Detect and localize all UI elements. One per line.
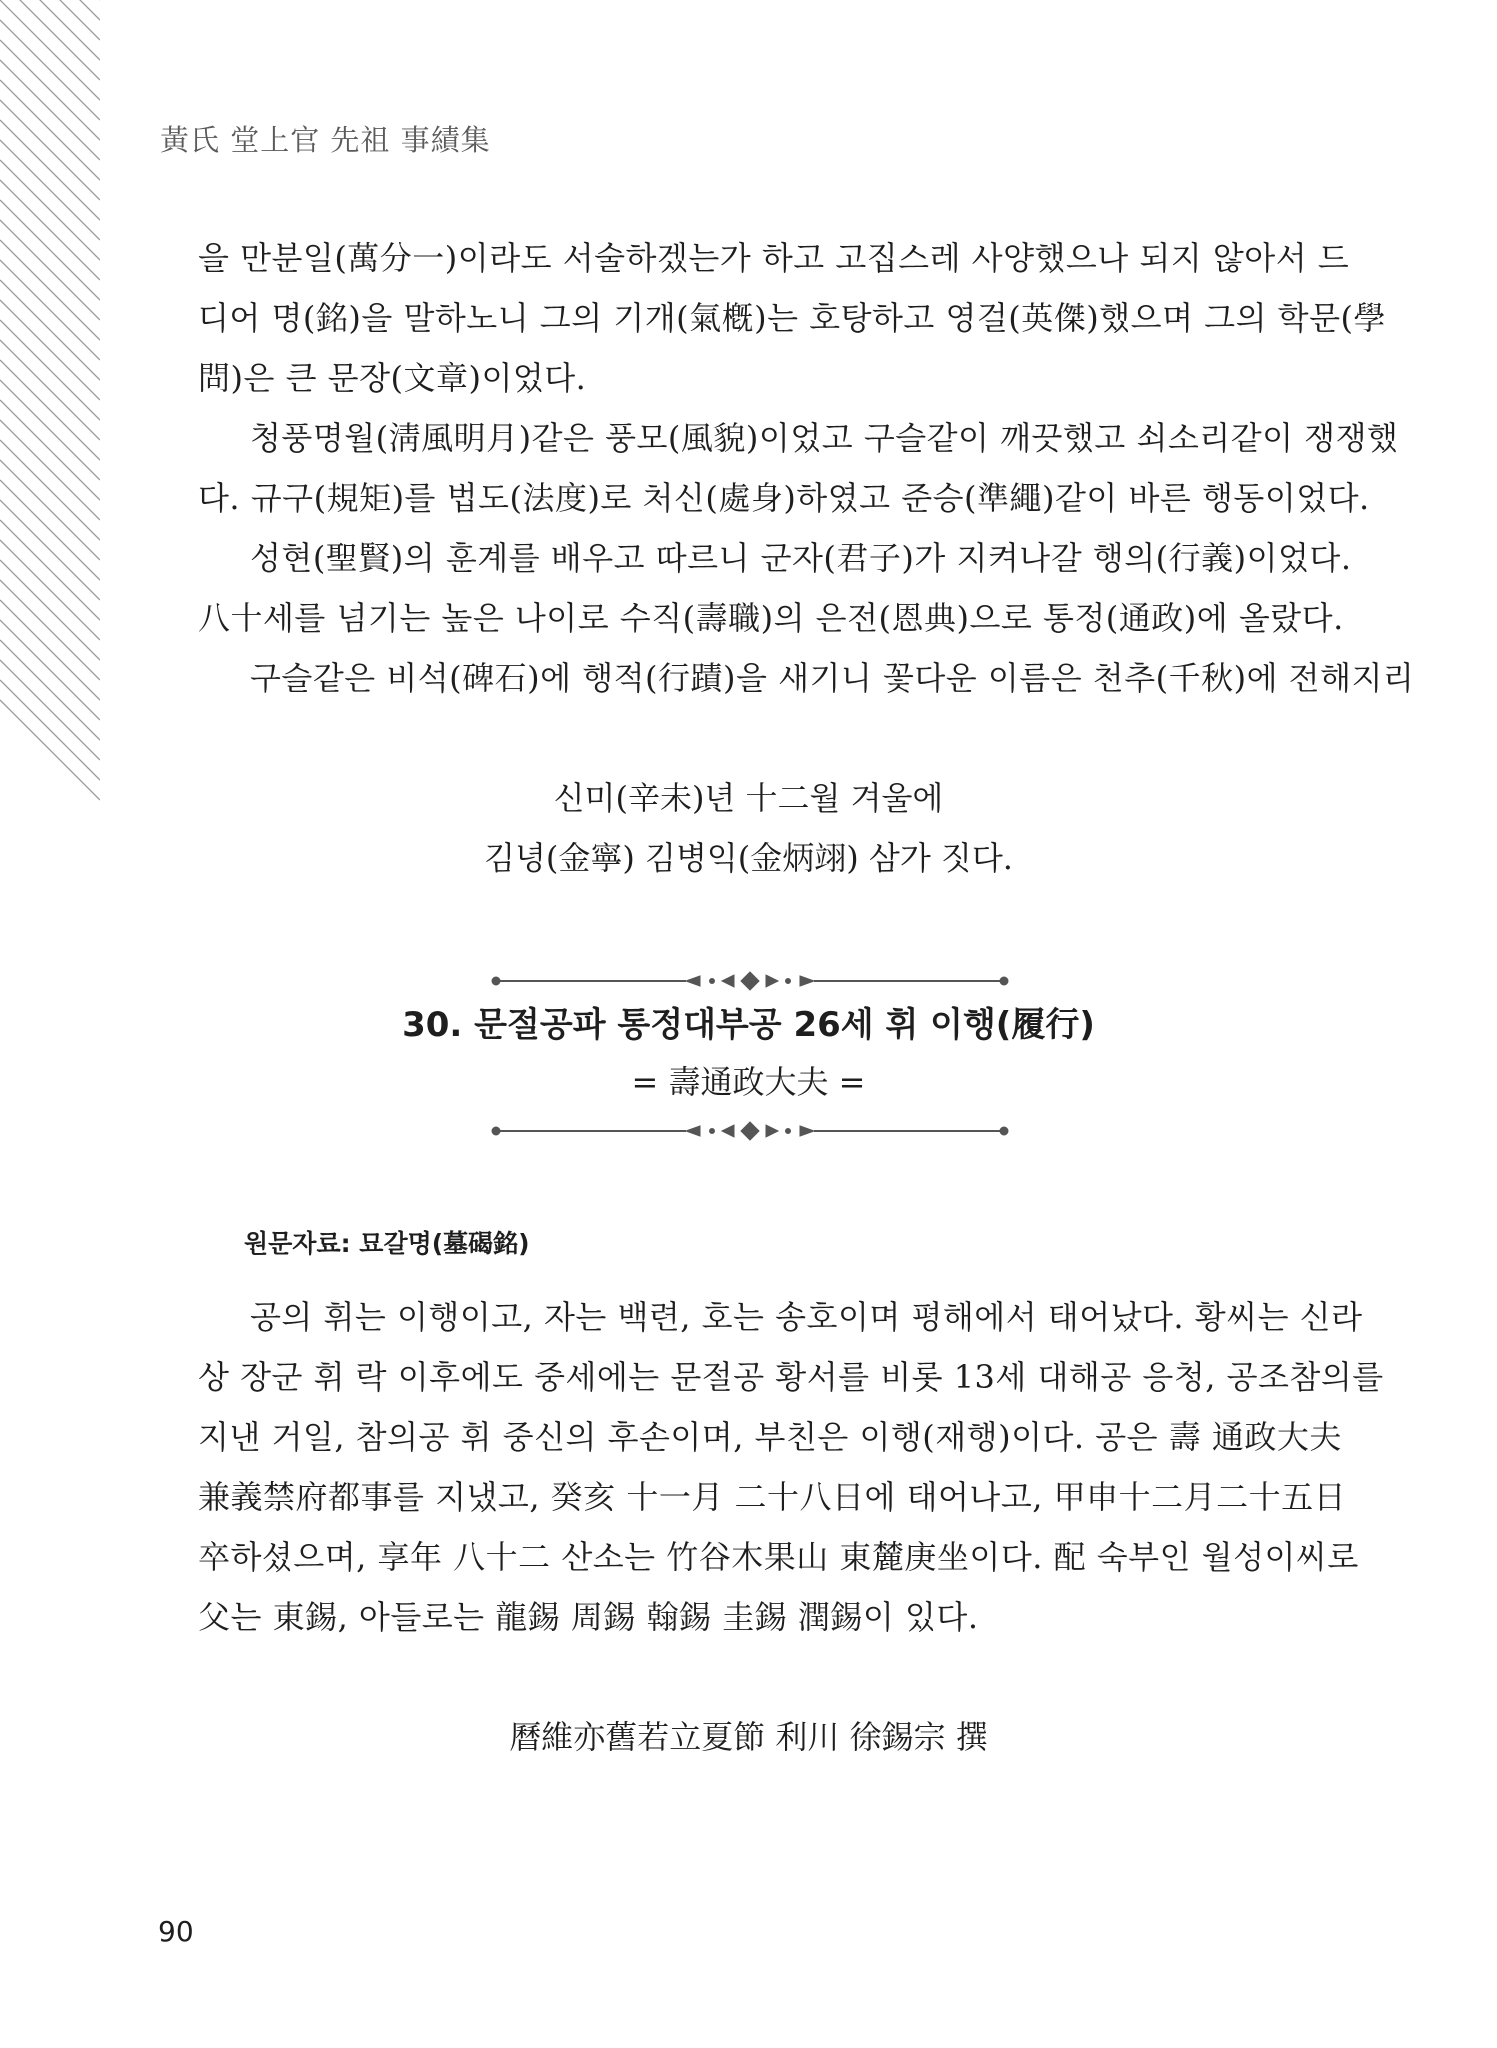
- ornamental-divider-top: [490, 969, 1010, 993]
- text-line: 다. 규구(規矩)를 법도(法度)로 처신(處身)하였고 준승(準繩)같이 바른 행동이었다.: [198, 479, 1370, 517]
- date-line: 신미(辛未)년 十二월 겨울에: [553, 779, 944, 817]
- author-line: 김녕(金寧) 김병익(金炳翊) 삼가 짓다.: [484, 839, 1013, 877]
- text-line: 問)은 큰 문장(文章)이었다.: [198, 359, 587, 397]
- running-header: 黃氏 堂上官 先祖 事績集: [160, 123, 491, 157]
- ornamental-divider-bottom: [490, 1119, 1010, 1143]
- text-line: 兼義禁府都事를 지냈고, 癸亥 十一月 二十八日에 태어나고, 甲申十二月二十五日: [198, 1478, 1347, 1516]
- section-title: 30. 문절공파 통정대부공 26세 휘 이행(履行): [402, 1005, 1095, 1045]
- text-line: 八十세를 넘기는 높은 나이로 수직(壽職)의 은전(恩典)으로 통정(通政)에 올랐다.: [198, 599, 1344, 637]
- text-line: 지낸 거일, 참의공 휘 중신의 후손이며, 부친은 이행(재행)이다. 공은 壽 通政大夫: [198, 1418, 1342, 1456]
- text-line: 상 장군 휘 락 이후에도 중세에는 문절공 황서를 비롯 13세 대해공 응청, 공조참의를: [198, 1358, 1384, 1396]
- page-number: 90: [158, 1915, 194, 1948]
- text-line: 청풍명월(淸風明月)같은 풍모(風貌)이었고 구슬같이 깨끗했고 쇠소리같이 쟁쟁했: [250, 419, 1399, 457]
- text-line: 공의 휘는 이행이고, 자는 백련, 호는 송호이며 평해에서 태어났다. 황씨는 신라: [250, 1298, 1363, 1336]
- text-line: 디어 명(銘)을 말하노니 그의 기개(氣槪)는 호탕하고 영걸(英傑)했으며 그의 학문(學: [198, 299, 1386, 337]
- text-line: 을 만분일(萬分一)이라도 서술하겠는가 하고 고집스레 사양했으나 되지 않아서 드: [198, 239, 1350, 277]
- text-line: 卒하셨으며, 享年 八十二 산소는 竹谷木果山 東麓庚坐이다. 配 숙부인 월성이씨로: [198, 1538, 1359, 1576]
- text-line: 父는 東錫, 아들로는 龍錫 周錫 翰錫 圭錫 潤錫이 있다.: [198, 1598, 979, 1636]
- diagonal-stripe-decoration: [0, 0, 100, 820]
- source-label: 원문자료: 묘갈명(墓碣銘): [244, 1229, 530, 1258]
- text-line: 구슬같은 비석(碑石)에 행적(行蹟)을 새기니 꽃다운 이름은 천추(千秋)에 전해지리: [250, 659, 1415, 697]
- section-subtitle: = 壽通政大夫 =: [631, 1063, 866, 1101]
- author-line: 曆維亦舊若立夏節 利川 徐錫宗 撰: [509, 1718, 988, 1756]
- text-line: 성현(聖賢)의 훈계를 배우고 따르니 군자(君子)가 지켜나갈 행의(行義)이었다.: [250, 539, 1352, 577]
